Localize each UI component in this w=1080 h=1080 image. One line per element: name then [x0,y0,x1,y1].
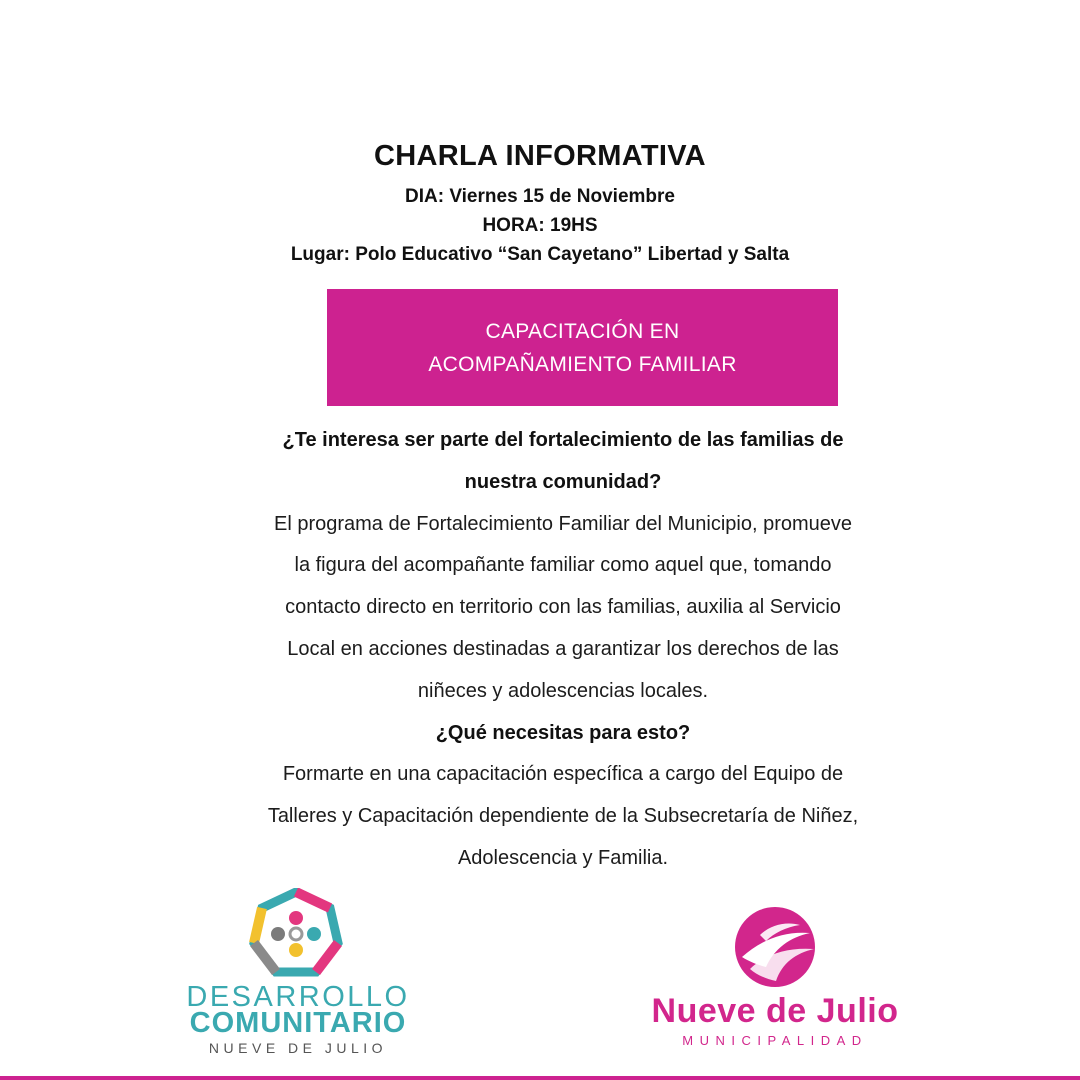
desarrollo-comunitario-logo [178,888,418,1056]
paragraph-2-line-3: Adolescencia y Familia. [457,846,669,869]
event-date: DIA: Viernes 15 de Noviembre [405,186,675,207]
logo-right-name: Nueve de Julio [651,992,899,1030]
logo-left-line-2: COMUNITARIO [189,1007,407,1039]
municipal-circle-icon [730,905,820,989]
paragraph-1-line-5: niñeces y adolescencias locales. [417,679,709,702]
bottom-accent-line [0,1076,1080,1080]
question-2: ¿Qué necesitas para esto? [435,721,691,744]
question-1-line-2: nuestra comunidad? [464,470,662,493]
municipalidad-logo [640,905,910,1050]
training-banner [327,289,838,406]
paragraph-2-line-2: Talleres y Capacitación dependiente de la Subsecretaría de Niñez, [267,805,859,828]
logo-right-subtitle: MUNICIPALIDAD [682,1033,868,1048]
event-header [0,140,1080,269]
paragraph-1-line-1: El programa de Fortalecimiento Familiar del Municipio, promueve [273,512,853,535]
paragraph-2-line-1: Formarte en una capacitación específica a cargo del Equipo de [282,763,844,786]
event-title: CHARLA INFORMATIVA [374,140,706,172]
banner-line-2: ACOMPAÑAMIENTO FAMILIAR [428,352,737,376]
logo-left-line-1: DESARROLLO [186,981,410,1013]
description-body [170,420,956,880]
community-heptagon-icon [248,888,344,978]
paragraph-1-line-3: contacto directo en territorio con las familias, auxilia al Servicio [285,596,841,619]
paragraph-1-line-4: Local en acciones destinadas a garantizar los derechos de las [287,637,839,660]
question-1-line-1: ¿Te interesa ser parte del fortalecimiento de las familias de [282,429,844,451]
logo-left-line-3: NUEVE DE JULIO [208,1040,388,1056]
paragraph-1-line-2: la figura del acompañante familiar como aquel que, tomando [294,554,832,577]
event-time: HORA: 19HS [482,215,598,236]
banner-line-1: CAPACITACIÓN EN [485,319,680,343]
event-location: Lugar: Polo Educativo “San Cayetano” Libertad y Salta [290,244,790,265]
